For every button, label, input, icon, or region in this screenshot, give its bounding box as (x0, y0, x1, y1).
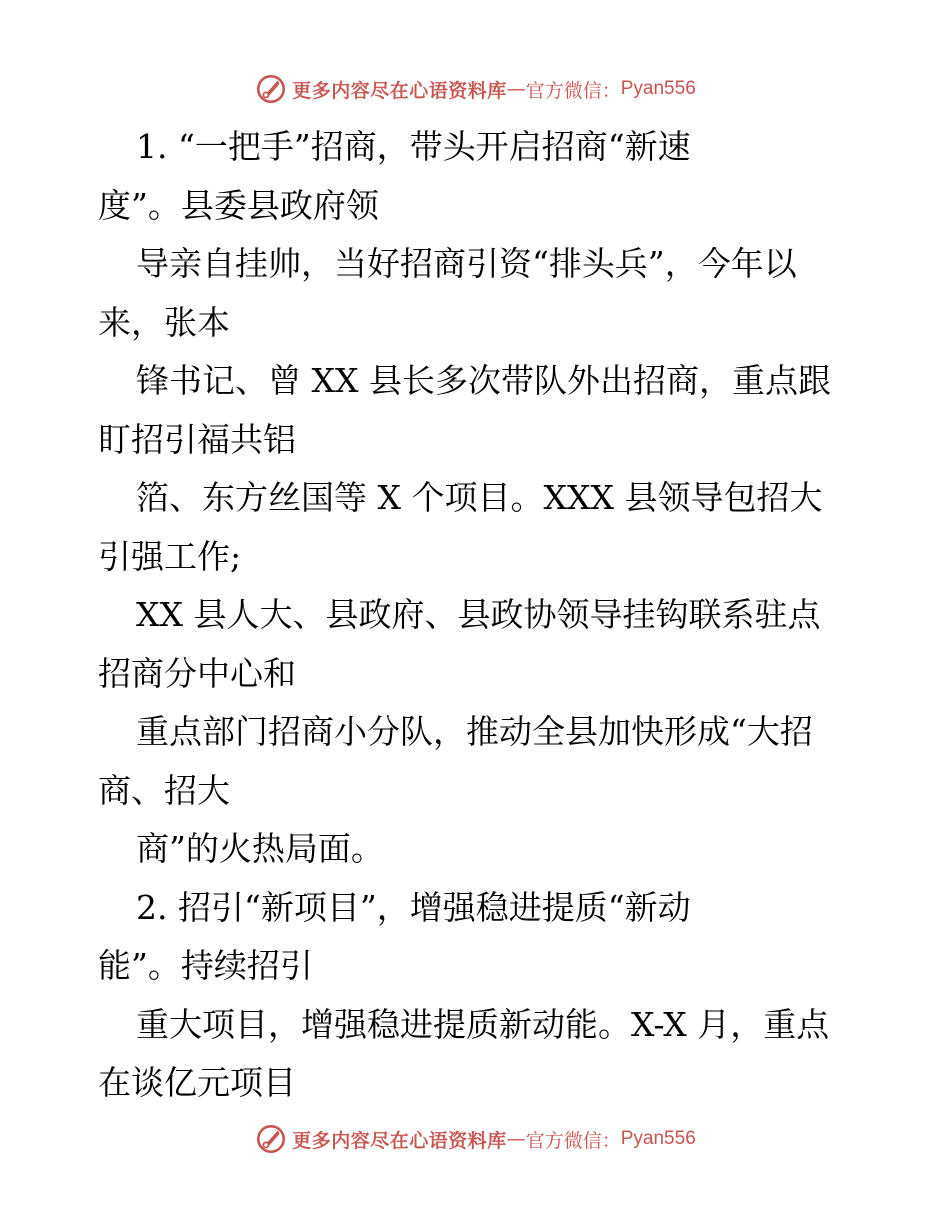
text-line: 重点部门招商小分队，推动全县加快形成“大招 (136, 712, 813, 751)
text-line: 箔、东方丝国等 X 个项目。XXX 县领导包招大 (136, 478, 823, 517)
banner-wechat-id: Pyan556 (620, 78, 696, 99)
banner-dash: — (506, 1128, 526, 1150)
quill-logo-icon (254, 72, 288, 106)
text-line: 1. “一把手”招商，带头开启招商“新速 (136, 127, 691, 166)
text-line: 能”。持续招引 (98, 946, 313, 985)
text-line: 在谈亿元项目 (98, 1063, 296, 1102)
banner-wechat-id: Pyan556 (620, 1128, 696, 1149)
text-line: XX 县人大、县政府、县政协领导挂钩联系驻点 (136, 595, 821, 634)
text-line: 商”的火热局面。 (136, 829, 384, 868)
text-line: 度”。县委县政府领 (98, 185, 379, 225)
text-line: 锋书记、曾 XX 县长多次带队外出招商，重点跟 (136, 361, 831, 400)
text-line: 盯招引福共铝 (98, 419, 296, 459)
document-body (98, 118, 858, 1113)
text-line: 招商分中心和 (98, 653, 296, 693)
text-line: 来，张本 (98, 302, 230, 342)
banner-dash: — (506, 78, 526, 100)
banner-text: 更多内容尽在心语资料库 (292, 1129, 507, 1152)
header-banner (0, 72, 950, 106)
text-line: 重大项目，增强稳进提质新动能。X-X 月，重点 (136, 1004, 830, 1044)
footer-banner (0, 1122, 950, 1156)
banner-text: 更多内容尽在心语资料库 (292, 79, 507, 102)
text-line: 商、招大 (98, 770, 230, 810)
text-line: 导亲自挂帅，当好招商引资“排头兵”，今年以 (136, 244, 797, 283)
quill-logo-icon (254, 1122, 288, 1156)
banner-wechat-label: 官方微信： (525, 1129, 621, 1152)
text-line: 2. 招引“新项目”，增强稳进提质“新动 (136, 887, 691, 927)
banner-wechat-label: 官方微信： (525, 79, 621, 102)
text-line: 引强工作; (98, 536, 242, 576)
